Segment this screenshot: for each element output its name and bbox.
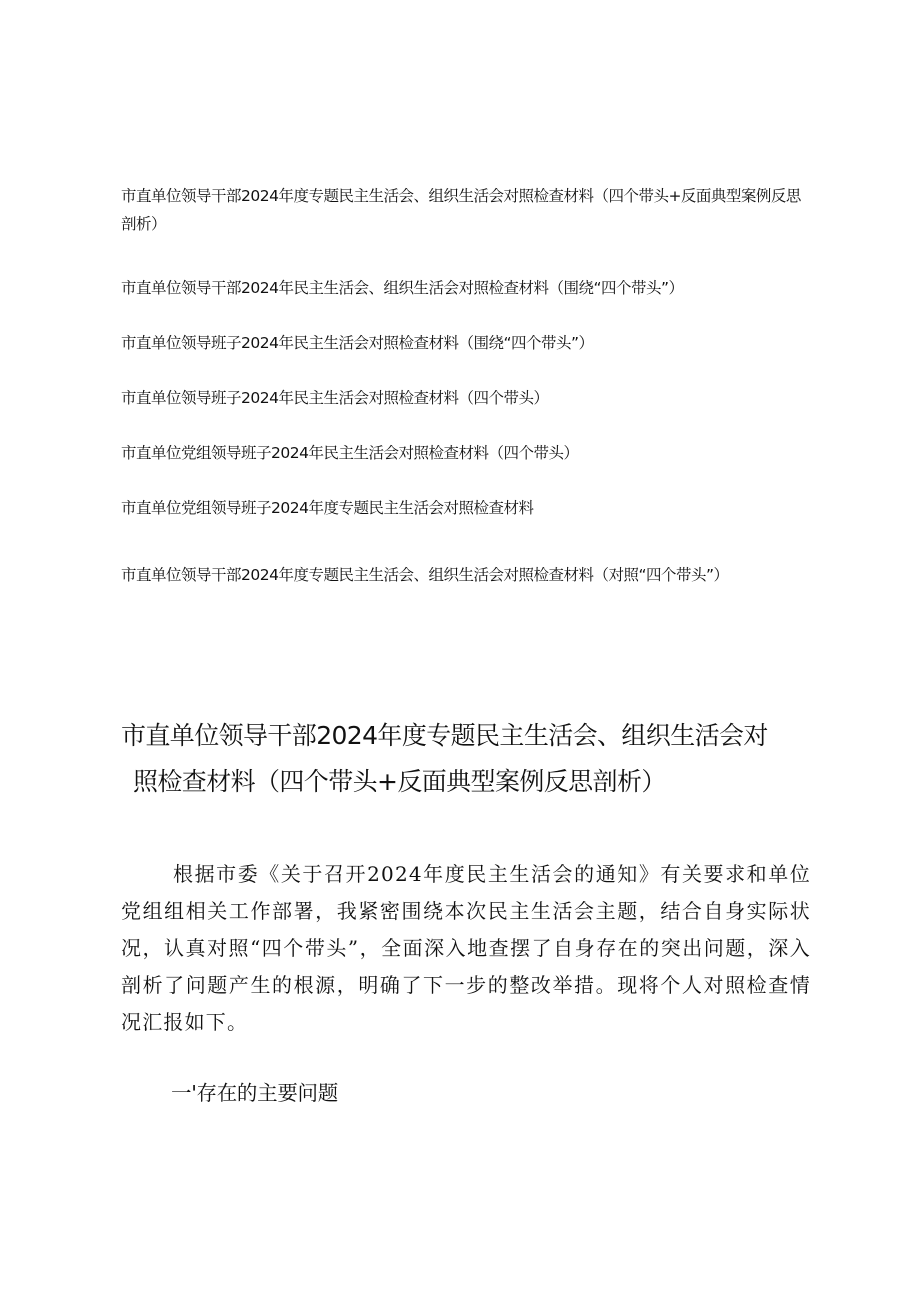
toc-item: 市直单位领导干部2024年度专题民主生活会、组织生活会对照检查材料（四个带头+反面典型案例反思剖析） [121, 187, 801, 233]
toc-item: 市直单位领导干部2024年民主生活会、组织生活会对照检查材料（围绕“四个带头”） [121, 279, 684, 297]
body-paragraph: 根据市委《关于召开2024年度民主生活会的通知》有关要求和单位党组组相关工作部署，我紧密围绕本次民主生活会主题，结合自身实际状况，认真对照“四个带头”，全面深入地查摆了自身存在的突出问题，深入剖析了问题产生的根源，明确了下一步的整改举措。现将个人对照检查情况汇报如下。 [121, 862, 811, 1034]
document-title-line2: 照检查材料（四个带头+反面典型案例反思剖析） [133, 767, 666, 796]
toc-item: 市直单位党组领导班子2024年民主生活会对照检查材料（四个带头） [121, 444, 579, 462]
toc-item: 市直单位领导班子2024年民主生活会对照检查材料（四个带头） [121, 389, 549, 407]
toc-item: 市直单位领导班子2024年民主生活会对照检查材料（围绕“四个带头”） [121, 334, 594, 352]
toc-item: 市直单位党组领导班子2024年度专题民主生活会对照检查材料 [121, 499, 534, 517]
section-heading: 一'存在的主要问题 [171, 1081, 338, 1105]
document-title-line1: 市直单位领导干部2024年度专题民主生活会、组织生活会对 [121, 721, 768, 750]
document-title [121, 713, 811, 805]
toc-item: 市直单位领导干部2024年度专题民主生活会、组织生活会对照检查材料（对照“四个带头”） [121, 566, 729, 584]
